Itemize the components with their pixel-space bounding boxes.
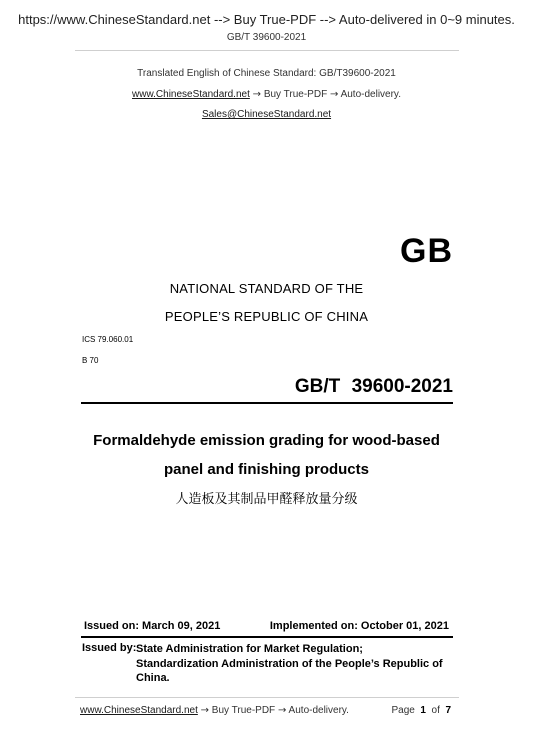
title-rule bbox=[81, 402, 453, 404]
sales-line bbox=[0, 109, 533, 120]
header-standard-code: GB/T 39600-2021 bbox=[226, 32, 307, 43]
issuer-line1: State Administration for Market Regulation; bbox=[136, 643, 363, 655]
arrow-right-icon: → bbox=[200, 705, 210, 716]
translation-note: Translated English of Chinese Standard: GB/T39600-2021 bbox=[137, 68, 396, 79]
footer-buy-text: Buy True-PDF bbox=[209, 705, 278, 716]
sales-email-link[interactable]: Sales@ChineseStandard.net bbox=[201, 109, 332, 120]
issuer-block bbox=[136, 642, 443, 686]
national-standard-line1: NATIONAL STANDARD OF THE bbox=[169, 281, 364, 296]
footer-divider bbox=[75, 697, 459, 698]
title-line1: Formaldehyde emission grading for wood-based bbox=[93, 432, 440, 449]
buy-text: Buy True-PDF bbox=[261, 89, 330, 100]
page-total: 7 bbox=[445, 705, 451, 716]
issuer-line2: Standardization Administration of the People’s Republic of bbox=[136, 657, 443, 670]
page-indicator bbox=[391, 705, 451, 716]
issuer-label: Issued by: bbox=[82, 642, 137, 654]
store-line bbox=[0, 89, 533, 100]
gb-mark: GB bbox=[400, 232, 453, 270]
page-current: 1 bbox=[420, 705, 426, 716]
footer-store-link[interactable]: www.ChineseStandard.net bbox=[80, 705, 198, 716]
national-standard-line2: PEOPLE’S REPUBLIC OF CHINA bbox=[164, 309, 369, 324]
auto-delivery-text: Auto-delivery. bbox=[338, 89, 401, 100]
classification-code: B 70 bbox=[82, 356, 99, 365]
footer-auto-text: Auto-delivery. bbox=[286, 705, 349, 716]
dates-rule bbox=[81, 636, 453, 638]
page-label: Page bbox=[391, 705, 415, 716]
issuer-line3: China. bbox=[136, 672, 170, 684]
ics-code: ICS 79.060.01 bbox=[82, 335, 134, 344]
arrow-right-icon: → bbox=[252, 89, 262, 100]
standard-number: GB/T 39600-2021 bbox=[294, 376, 453, 397]
top-banner: https://www.ChineseStandard.net --> Buy True-PDF --> Auto-delivered in 0~9 minutes. bbox=[18, 12, 515, 27]
title-line2: panel and finishing products bbox=[163, 461, 369, 478]
page-of: of bbox=[431, 705, 440, 716]
header-divider bbox=[75, 50, 459, 51]
footer-store-line bbox=[80, 705, 349, 716]
store-link[interactable]: www.ChineseStandard.net bbox=[132, 89, 250, 100]
issued-date: Issued on: March 09, 2021 bbox=[84, 620, 221, 632]
arrow-right-icon: → bbox=[329, 89, 339, 100]
chinese-title: 人造板及其制品甲醛释放量分级 bbox=[175, 492, 358, 507]
arrow-right-icon: → bbox=[277, 705, 287, 716]
implemented-date: Implemented on: October 01, 2021 bbox=[269, 620, 449, 632]
